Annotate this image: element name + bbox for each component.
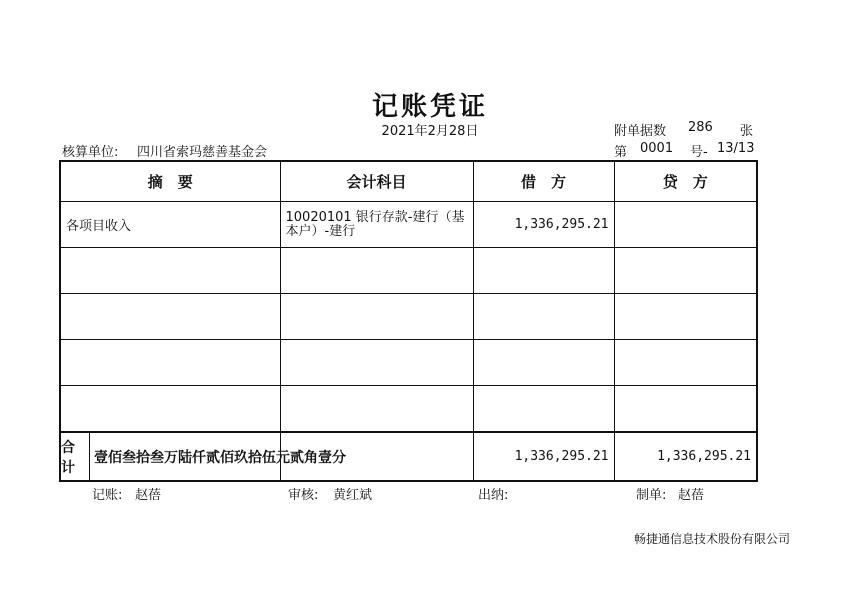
row-summary xyxy=(60,340,280,386)
row-summary xyxy=(60,294,280,340)
total-row xyxy=(60,432,757,481)
table-row xyxy=(60,340,757,386)
unit-name: 四川省索玛慈善基金会 xyxy=(137,145,268,160)
row-credit xyxy=(614,294,757,340)
row-debit xyxy=(473,294,614,340)
table-header-row xyxy=(60,161,757,202)
row-summary: 各项目收入 xyxy=(60,202,280,248)
row-debit: 1,336,295.21 xyxy=(473,202,614,248)
unit-label: 核算单位: xyxy=(62,145,119,160)
row-credit xyxy=(614,248,757,294)
total-credit: 1,336,295.21 xyxy=(614,432,757,481)
row-account xyxy=(280,340,473,386)
row-account xyxy=(280,248,473,294)
row-credit xyxy=(614,340,757,386)
row-account xyxy=(280,294,473,340)
row-summary xyxy=(60,248,280,294)
attachments-label: 附单据数 xyxy=(614,124,667,139)
number-suffix: 号- xyxy=(690,145,708,160)
header-credit: 贷 方 xyxy=(614,161,757,202)
voucher-title: 记账凭证 xyxy=(371,92,488,122)
reviewer-label: 审核: xyxy=(288,488,319,503)
row-credit xyxy=(614,202,757,248)
row-summary xyxy=(60,386,280,433)
header-summary: 摘 要 xyxy=(60,161,280,202)
amount-in-words: 壹佰叁拾叁万陆仟贰佰玖拾伍元贰角壹分 xyxy=(94,449,346,466)
number-prefix: 第 xyxy=(614,145,628,160)
software-company: 畅捷通信息技术股份有限公司 xyxy=(633,532,790,546)
attachments-unit: 张 xyxy=(740,124,754,139)
table-row xyxy=(60,386,757,433)
reviewer-name: 黄红斌 xyxy=(333,488,373,503)
cashier-label: 出纳: xyxy=(478,488,509,503)
table-row xyxy=(60,202,757,248)
row-debit xyxy=(473,248,614,294)
row-account xyxy=(280,386,473,433)
voucher-number: 0001 xyxy=(640,141,674,156)
preparer-name: 赵蓓 xyxy=(678,488,705,503)
row-debit xyxy=(473,340,614,386)
total-label: 合 计 xyxy=(61,433,90,480)
row-credit xyxy=(614,386,757,433)
header-debit: 借 方 xyxy=(473,161,614,202)
preparer-label: 制单: xyxy=(636,488,667,503)
row-account: 10020101 银行存款-建行（基本户）-建行 xyxy=(280,202,473,248)
voucher-date: 2021年2月28日 xyxy=(381,124,479,139)
row-debit xyxy=(473,386,614,433)
table-row xyxy=(60,248,757,294)
attachments-count: 286 xyxy=(688,120,713,135)
voucher-page: 13/13 xyxy=(717,141,755,156)
bookkeeper-label: 记账: xyxy=(92,488,123,503)
total-cell xyxy=(60,432,346,481)
voucher-table xyxy=(59,160,758,482)
bookkeeper-name: 赵蓓 xyxy=(135,488,162,503)
table-row xyxy=(60,294,757,340)
total-debit: 1,336,295.21 xyxy=(473,432,614,481)
header-account: 会计科目 xyxy=(280,161,473,202)
